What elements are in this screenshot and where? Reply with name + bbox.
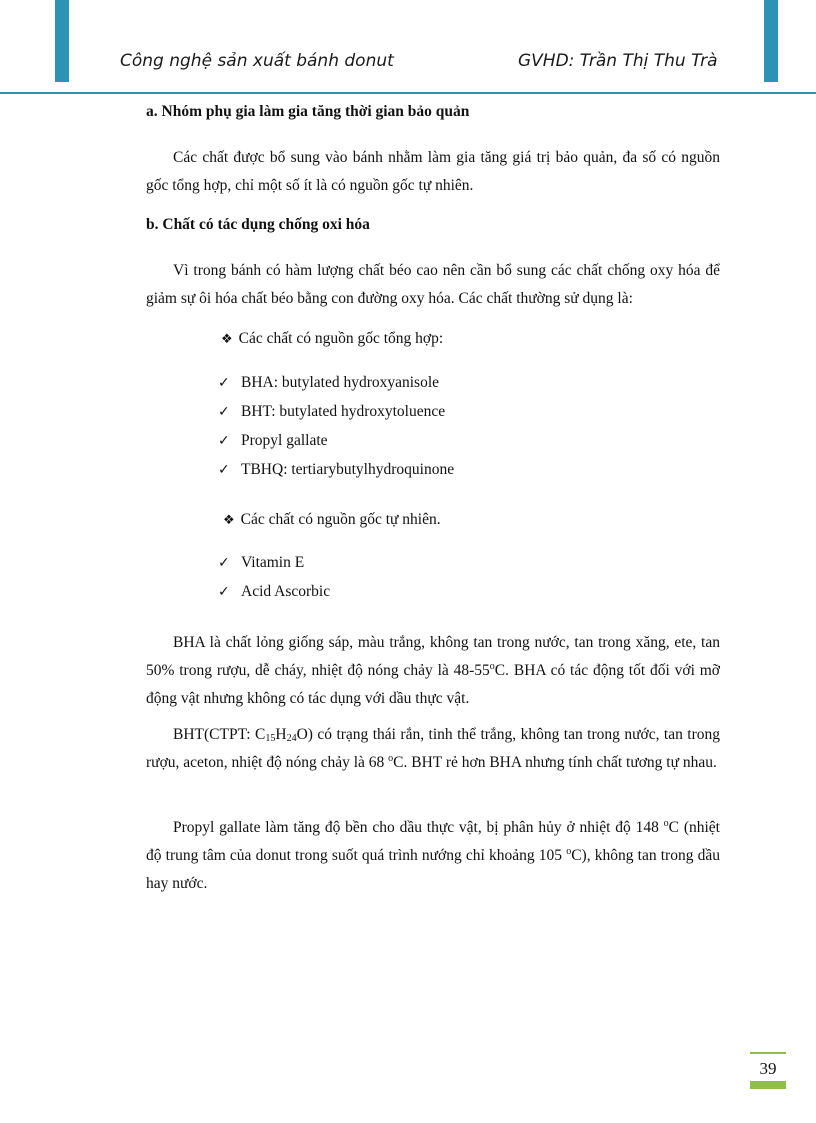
page-number-top-line <box>750 1052 786 1054</box>
page-number-bottom-bar <box>750 1081 786 1089</box>
diamond-bullet-icon: ❖ <box>223 513 235 528</box>
header-course-title: Công nghệ sản xuất bánh donut <box>120 51 394 71</box>
list-item: BHT: butylated hydroxytoluence <box>241 403 446 420</box>
diamond-bullet-icon: ❖ <box>221 332 233 347</box>
check-icon: ✓ <box>218 404 230 420</box>
header-rule <box>0 92 816 94</box>
check-icon: ✓ <box>218 433 230 449</box>
page-number: 39 <box>759 1059 777 1078</box>
list-item: Vitamin E <box>241 554 305 571</box>
list-item: BHA: butylated hydroxyanisole <box>241 374 440 391</box>
section-b-heading: b. Chất có tác dụng chống oxi hóa <box>146 216 370 233</box>
page-header <box>120 51 718 75</box>
list-item: Propyl gallate <box>241 432 328 449</box>
synthetic-sources-label <box>221 330 443 348</box>
list-item: TBHQ: tertiarybutylhydroquinone <box>241 461 455 478</box>
bha-paragraph: BHA là chất lỏng giống sáp, màu trắng, không tan trong nước, tan trong xăng, ete, tan 50% trong rượu, dễ cháy, nhiệt độ nóng chảy là 48-55$^o$C. BHA có tác động tốt đối với mỡ động vật nhưng không có tác dụng với dầu thực vật. <box>146 634 720 707</box>
check-icon: ✓ <box>218 462 230 478</box>
header-instructor: GVHD: Trần Thị Thu Trà <box>518 51 718 71</box>
header-left-bar <box>55 0 69 82</box>
check-icon: ✓ <box>218 375 230 391</box>
section-b-paragraph: Vì trong bánh có hàm lượng chất béo cao nên cần bổ sung các chất chống oxy hóa để giảm sự ôi hóa chất béo bằng con đường oxy hóa. Các chất thường sử dụng là: <box>146 262 720 307</box>
section-a-heading: a. Nhóm phụ gia làm gia tăng thời gian bảo quản <box>146 103 470 120</box>
check-icon: ✓ <box>218 555 230 571</box>
propyl-gallate-paragraph: Propyl gallate làm tăng độ bền cho dầu thực vật, bị phân hủy ở nhiệt độ 148 $^o$C (nhiệt độ trung tâm của donut trong suốt quá trình nướng chỉ khoảng 105 $^o$C), không tan trong dầu hay nước. <box>146 818 720 892</box>
natural-label-text: Các chất có nguồn gốc tự nhiên. <box>240 511 441 528</box>
header-right-bar <box>764 0 778 82</box>
synthetic-label-text: Các chất có nguồn gốc tổng hợp: <box>238 330 444 347</box>
natural-sources-label <box>223 511 441 529</box>
check-icon: ✓ <box>218 584 230 600</box>
section-a-paragraph: Các chất được bổ sung vào bánh nhằm làm gia tăng giá trị bảo quản, đa số có nguồn gốc tổng hợp, chỉ một số ít là có nguồn gốc tự nhiên. <box>146 149 720 194</box>
bht-paragraph: BHT(CTPT: $C_{15}H_{24}O$) có trạng thái rắn, tinh thể trắng, không tan trong nước, tan trong rượu, aceton, nhiệt độ nóng chảy là 68 $^o$C. BHT rẻ hơn BHA nhưng tính chất tương tự nhau. <box>146 726 720 771</box>
list-item: Acid Ascorbic <box>241 583 331 600</box>
